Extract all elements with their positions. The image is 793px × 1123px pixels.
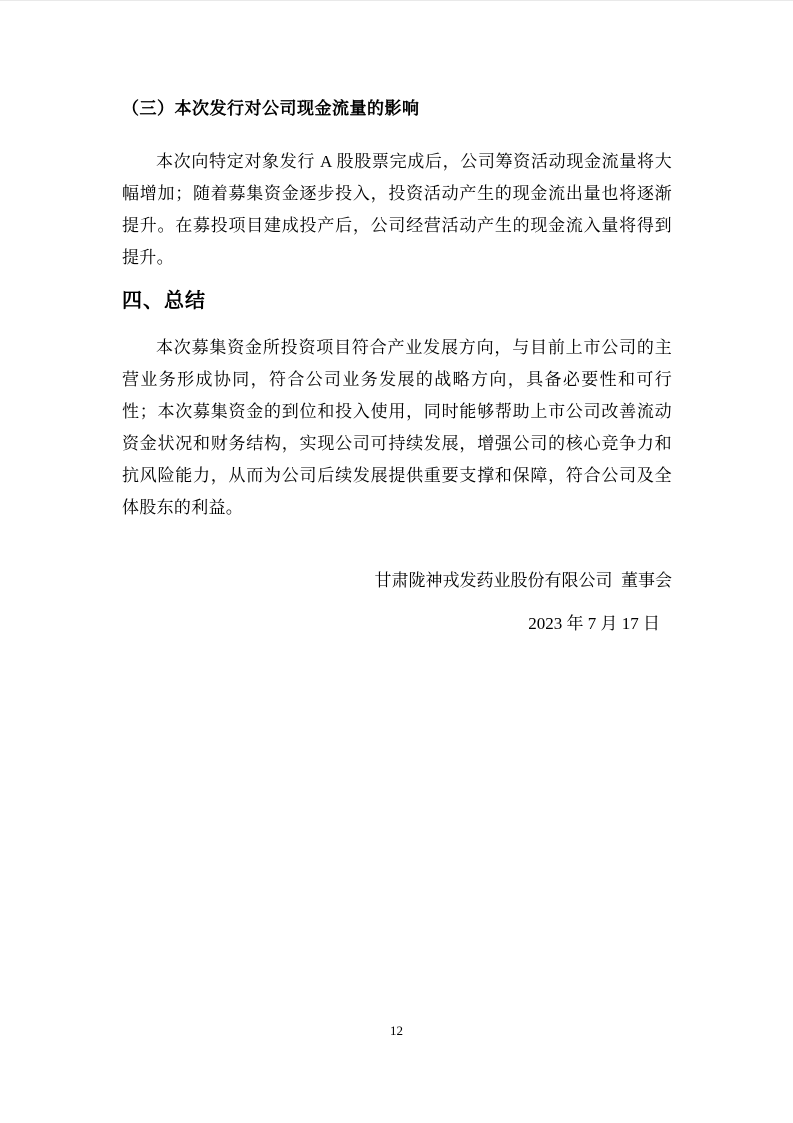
section-heading-cash-flow-impact: （三）本次发行对公司现金流量的影响 — [122, 99, 420, 118]
document-body — [0, 1, 793, 635]
signature-date-line: 2023 年 7 月 17 日 — [528, 614, 660, 633]
page-number: 12 — [390, 1023, 403, 1038]
section-heading-summary: 四、总结 — [122, 290, 206, 312]
paragraph-summary: 本次募集资金所投资项目符合产业发展方向，与目前上市公司的主营业务形成协同，符合公司业务发展的战略方向，具备必要性和可行性；本次募集资金的到位和投入使用，同时能够帮助上市公司改善流动资金状况和财务结构，实现公司可持续发展，增强公司的核心竞争力和抗风险能力，从而为公司后续发展提供重要支撑和保障，符合公司及全体股东的利益。 — [122, 338, 672, 517]
signature-company-line: 甘肃陇神戎发药业股份有限公司 董事会 — [374, 571, 672, 590]
paragraph-cash-flow-impact: 本次向特定对象发行 A 股股票完成后，公司筹资活动现金流量将大幅增加；随着募集资金逐步投入，投资活动产生的现金流出量也将逐渐提升。在募投项目建成投产后，公司经营活动产生的现金流入量将得到提升。 — [122, 152, 672, 267]
